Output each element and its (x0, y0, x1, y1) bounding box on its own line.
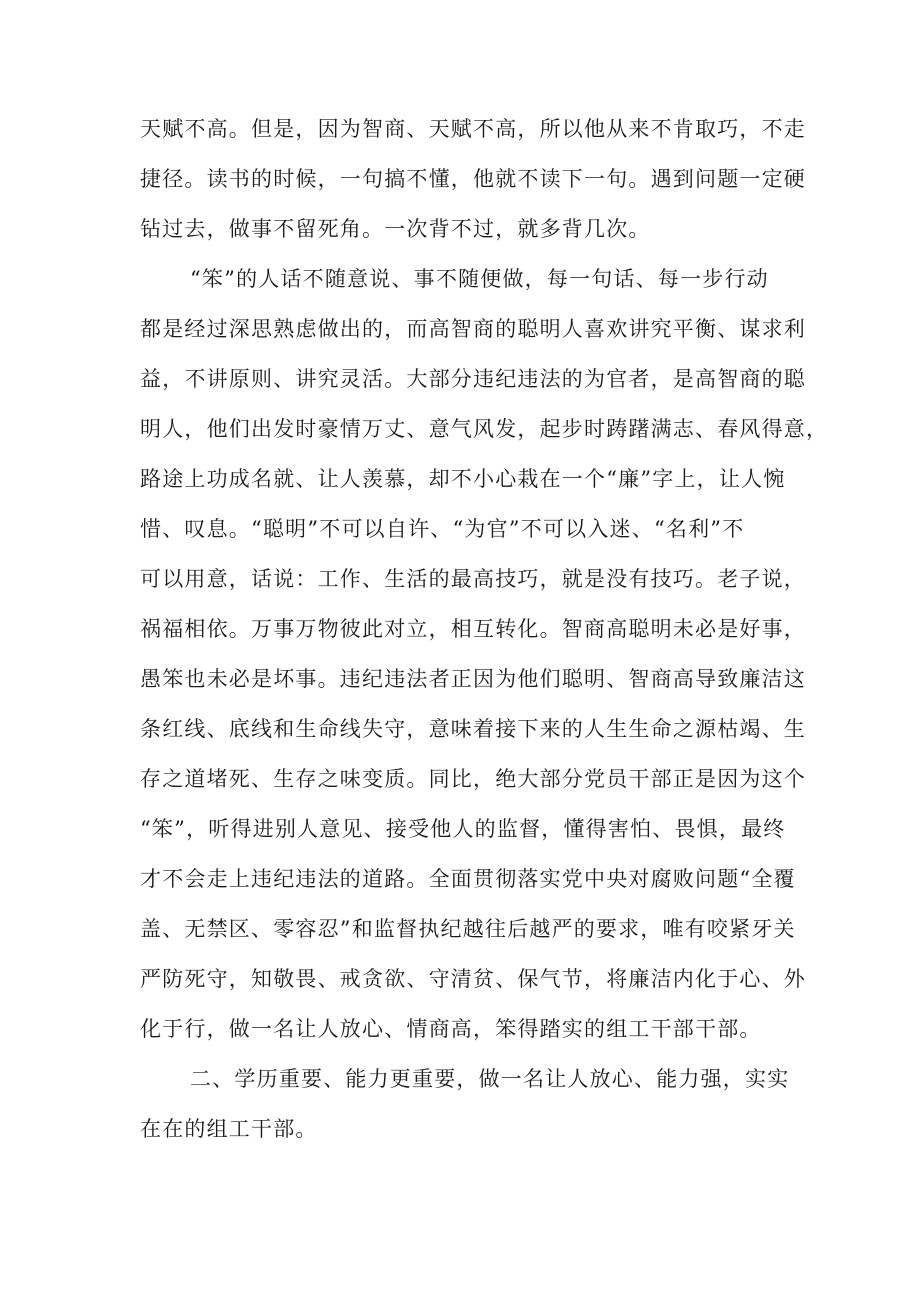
section-heading-line: 在在的组工干部。 (140, 1117, 318, 1141)
text-line: “笨”，听得进别人意见、接受他人的监督，懂得害怕、畏惧，最终 (140, 817, 786, 841)
text-line: 路途上功成名就、让人羡慕，却不小心栽在一个“廉”字上，让人惋 (140, 467, 786, 491)
text-line: 愚笨也未必是坏事。违纪违法者正因为他们聪明、智商高导致廉洁这 (140, 667, 806, 691)
text-line: 明人，他们出发时豪情万丈、意气风发，起步时踌躇满志、春风得意， (140, 417, 829, 441)
text-line: 捷径。读书的时候，一句搞不懂，他就不读下一句。遇到问题一定硬 (140, 167, 806, 191)
text-line: 存之道堵死、生存之味变质。同比，绝大部分党员干部正是因为这个 (140, 767, 806, 791)
text-line: 惜、叹息。“聪明”不可以自许、“为官”不可以入迷、“名利”不 (140, 517, 745, 541)
text-line: 都是经过深思熟虑做出的，而高智商的聪明人喜欢讲究平衡、谋求利 (140, 317, 806, 341)
text-line: 盖、无禁区、零容忍”和监督执纪越往后越严的要求，唯有咬紧牙关 (140, 917, 796, 941)
section-heading-line: 二、学历重要、能力更重要，做一名让人放心、能力强，实实 (190, 1067, 790, 1091)
text-line: 祸福相依。万事万物彼此对立，相互转化。智商高聪明未必是好事， (140, 617, 806, 641)
text-line: 天赋不高。但是，因为智商、天赋不高，所以他从来不肯取巧，不走 (140, 117, 806, 141)
text-line: “笨”的人话不随意说、事不随便做，每一句话、每一步行动 (190, 267, 769, 291)
text-line: 可以用意，话说：工作、生活的最高技巧，就是没有技巧。老子说， (140, 567, 806, 591)
text-line: 条红线、底线和生命线失守，意味着接下来的人生生命之源枯竭、生 (140, 717, 806, 741)
text-line: 益，不讲原则、讲究灵活。大部分违纪违法的为官者，是高智商的聪 (140, 367, 806, 391)
text-line: 严防死守，知敬畏、戒贪欲、守清贫、保气节，将廉洁内化于心、外 (140, 967, 806, 991)
text-line: 钻过去，做事不留死角。一次背不过，就多背几次。 (140, 217, 651, 241)
text-line: 化于行，做一名让人放心、情商高，笨得踏实的组工干部干部。 (140, 1017, 762, 1041)
text-line: 才不会走上违纪违法的道路。全面贯彻落实党中央对腐败问题“全覆 (140, 867, 796, 891)
